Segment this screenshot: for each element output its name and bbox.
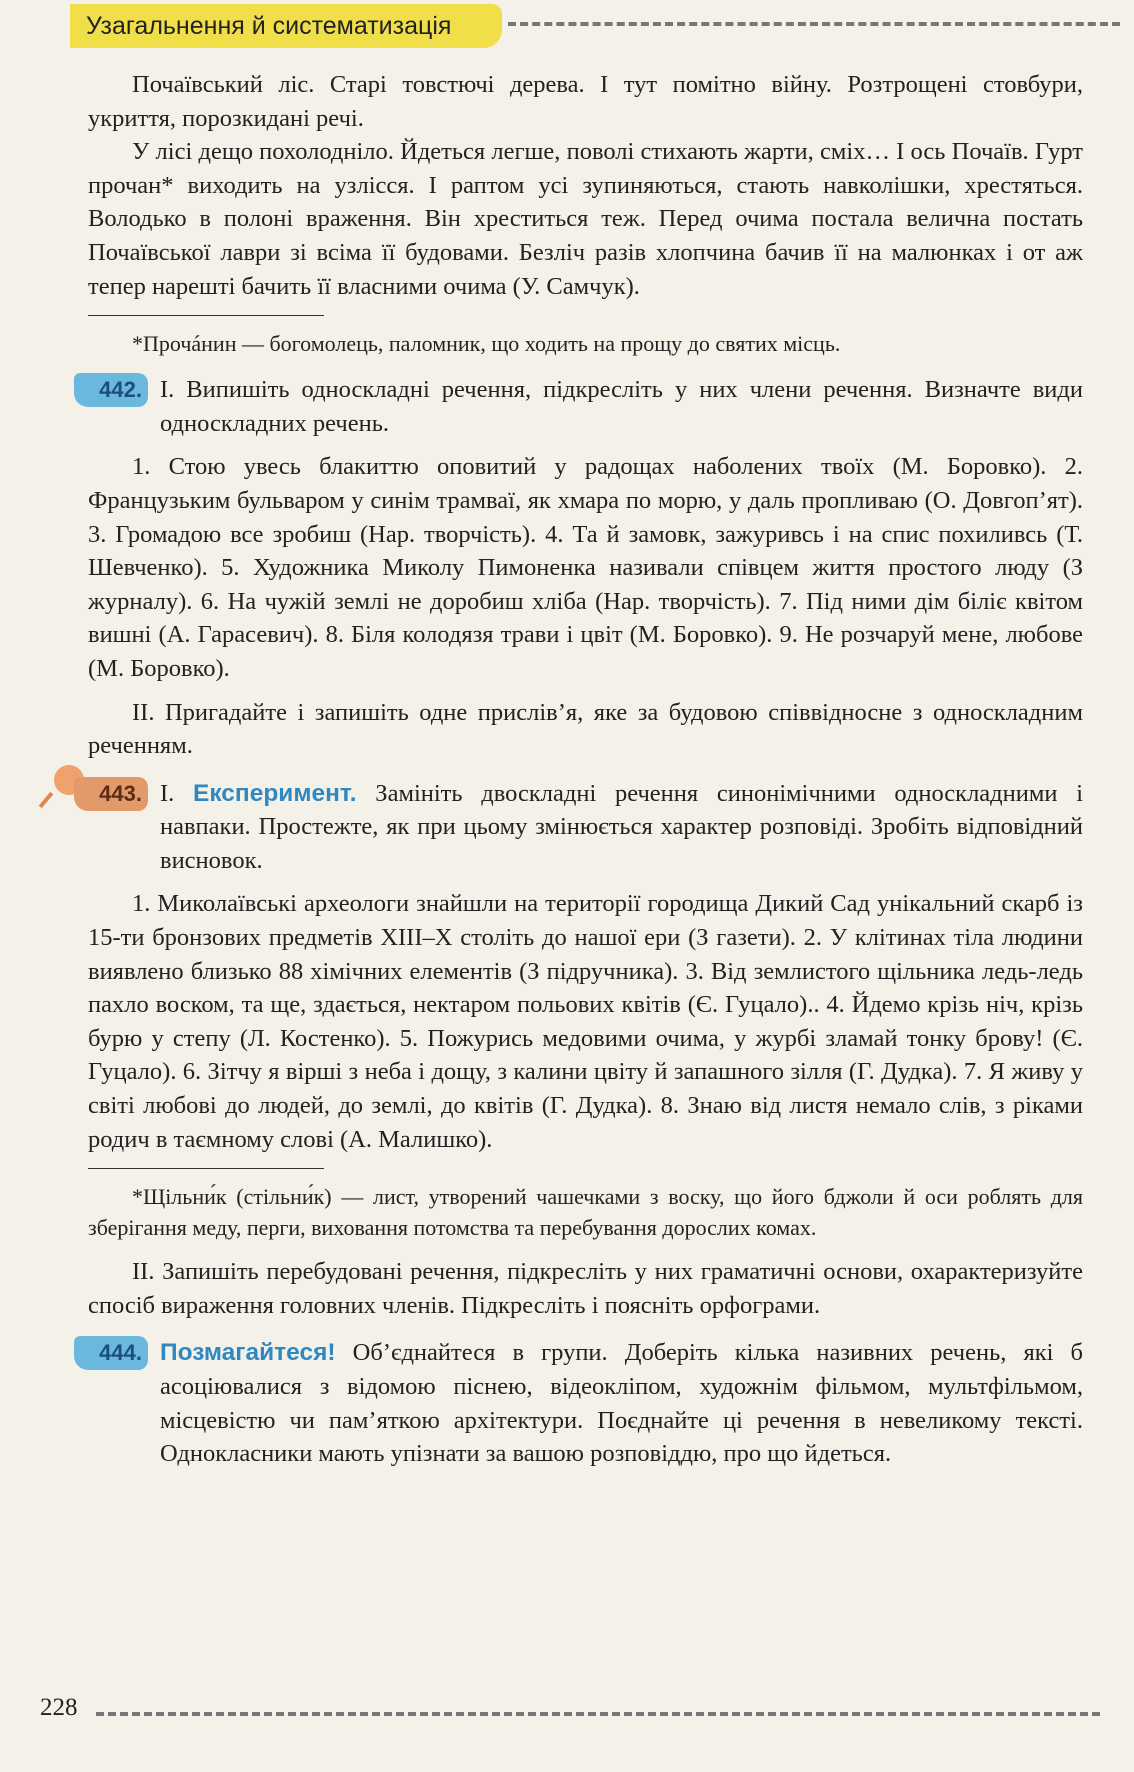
exercise-number-badge xyxy=(74,373,148,407)
exercise-number-badge xyxy=(74,777,148,811)
exercise-sentences: 1. Стою увесь блакиттю оповитий у радощах наболених твоїх (М. Боровко). 2. Французьким бульваром у синім трамваї, як хмара по морю, у даль пропливаю (О. Довгоп’ят). 3. Громадою все зробиш (Нар. творчість). 4. Та й замовк, зажуривсь і на спис похиливсь (Т. Шевченко). 5. Художника Миколу Пимоненка називали співцем життя простого люду (З журналу). 6. На чужій землі не доробиш хліба (Нар. творчість). 7. Під ними дім біліє квітом вишні (А. Гарасевич). 8. Біля колодязя трави і цвіт (М. Боровко). 9. Не розчаруй мене, любове (М. Боровко). xyxy=(88,453,1083,682)
task-prefix: І. xyxy=(160,779,175,807)
page-content xyxy=(88,68,1083,1471)
exercise-number: 443. xyxy=(99,780,142,806)
exercise-sentences: 1. Миколаївські археологи знайшли на території городища Дикий Сад унікальний скарб із 15-ти бронзових предметів XIII–X століть до нашої ери (З газети). 2. У клітинах тіла людини виявлено близько 88 хімічних елементів (З підручника). 3. Від землистого щільника ледь-ледь пахло воском, та ще, здається, нектаром польових квітів (Є. Гуцало).. 4. Йдемо крізь ніч, крізь бурю у степу (Л. Костенко). 5. Пожурись медовими очима, у журбі зламай тонку брову! (Є. Гуцало). 6. Зітчу я вірші з неба і дощу, з калини цвіту й запашного зілля (Г. Дудка). 7. Я живу у світі любові до людей, до землі, до квітів (Г. Дудка). 8. Знаю від листя немало слів, з ріками родич в таємному слові (А. Малишко). xyxy=(88,890,1083,1153)
exercise-footnote: *Щільни́к (стільни́к) — лист, утворений чашечками з воску, що його бджоли й оси роблять для зберігання меду, перги, виховання потомства та перебування дорослих комах. xyxy=(88,1184,1083,1241)
exercise-task-2: ІІ. Запишіть перебудовані речення, підкресліть у них граматичні основи, охарактеризуйте спосіб вираження головних членів. Підкресліть і поясніть орфограми. xyxy=(88,1258,1083,1319)
exercise-442 xyxy=(88,373,1083,763)
footnote-rule xyxy=(88,1168,324,1169)
intro-paragraph-1: Почаївський ліс. Старі товстючі дерева. І тут помітно війну. Розтрощені стовбури, укриття, порозкидані речі. xyxy=(88,71,1083,132)
footnote-rule xyxy=(88,315,324,316)
task-text: Замініть двоскладні речення синонімічними односкладними і навпаки. Простежте, як при цьому змінюється характер розповіді. Зробіть відповідний висновок. xyxy=(160,779,1084,874)
exercise-task-2: ІІ. Пригадайте і запишіть одне прислів’я, яке за будовою співвідносне з односкладним реченням. xyxy=(88,698,1083,760)
magnifier-handle xyxy=(39,792,54,808)
section-header xyxy=(70,4,502,48)
intro-paragraph-2: У лісі дещо похолодніло. Йдеться легше, поволі стихають жарти, сміх… І ось Почаїв. Гурт прочан* виходить на узлісся. І раптом усі зупиняються, стають навколішки, хрестяться. Володько в полоні враження. Він хреститься теж. Перед очима постала велична постать Почаївської лаври зі всіма її будовами. Безліч разів хлопчина бачив її на малюнках і от аж тепер нарешті бачить її власними очима (У. Самчук). xyxy=(88,138,1083,300)
exercise-number: 444. xyxy=(99,1340,142,1366)
section-title: Узагальнення й систематизація xyxy=(86,12,452,40)
task-text: Об’єднайтеся в групи. Доберіть кілька називних речень, які б асоціювалися з відомою піснею, відеокліпом, художнім фільмом, мультфільмом, місцевістю чи пам’яткою архітектури. Поєднайте ці речення в невеликому тексті. Однокласники мають упізнати за вашою розповіддю, про що йдеться. xyxy=(160,1339,1084,1468)
exercise-label: Позмагайтеся! xyxy=(160,1339,336,1367)
exercise-task-1 xyxy=(88,777,1083,878)
exercise-444 xyxy=(88,1336,1083,1470)
exercise-443 xyxy=(88,777,1083,1323)
exercise-number: 442. xyxy=(99,377,142,403)
exercise-task xyxy=(88,1336,1083,1470)
exercise-number-badge xyxy=(74,1336,148,1370)
header-dashed-rule xyxy=(508,22,1120,26)
footer-dashed-rule xyxy=(96,1712,1100,1716)
exercise-label: Експеримент. xyxy=(193,779,357,807)
exercise-task-1: І. Випишіть односкладні речення, підкресліть у них члени речення. Визначте види односкладних речень. xyxy=(160,376,1083,437)
page-number: 228 xyxy=(40,1694,78,1721)
intro-footnote: *Прочáнин — богомолець, паломник, що ходить на прощу до святих місць. xyxy=(132,331,841,357)
